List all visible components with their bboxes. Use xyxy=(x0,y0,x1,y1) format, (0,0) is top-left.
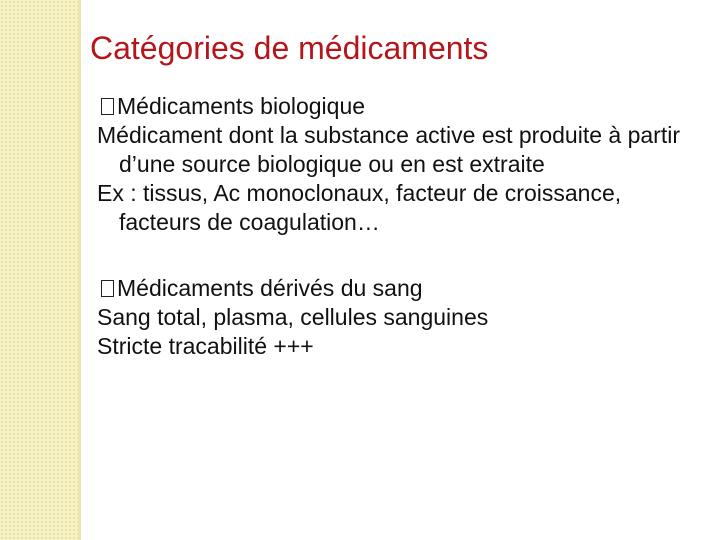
slide-title: Catégories de médicaments xyxy=(90,30,489,66)
paragraph-blood-products: Sang total, plasma, cellules sanguines xyxy=(97,304,489,330)
bullet-icon xyxy=(101,280,114,297)
section-heading-text: Médicaments biologique xyxy=(117,93,366,119)
section-heading-text: Médicaments dérivés du sang xyxy=(117,275,423,301)
side-band-edge xyxy=(78,0,81,540)
slide-body xyxy=(97,92,707,361)
bullet-icon xyxy=(101,98,114,115)
paragraph-traceability: Stricte tracabilité +++ xyxy=(97,333,314,359)
section-heading-1 xyxy=(97,92,707,121)
section-spacer xyxy=(97,237,707,274)
decorative-side-band xyxy=(0,0,78,540)
paragraph-definition: Médicament dont la substance active est produite à partir d’une source biologique ou en est extraite xyxy=(97,122,680,177)
section-heading-2 xyxy=(97,274,707,303)
paragraph-examples: Ex : tissus, Ac monoclonaux, facteur de croissance, facteurs de coagulation… xyxy=(97,180,622,235)
